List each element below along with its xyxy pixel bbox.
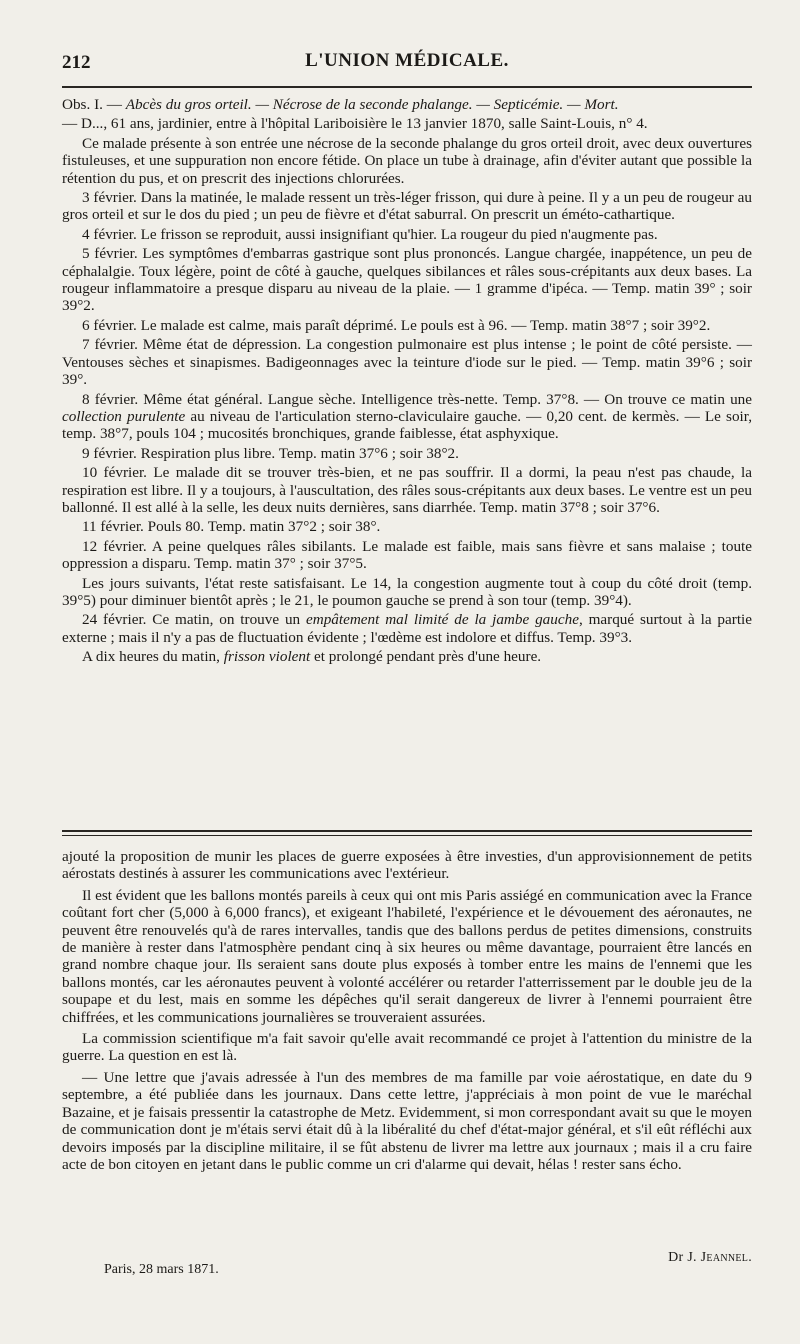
signature-name: J. Jeannel.	[687, 1250, 752, 1265]
text-run: 24 février. Ce matin, on trouve un	[82, 611, 306, 629]
observation-label: Obs. I. —	[62, 96, 122, 113]
observation-paragraph	[62, 611, 752, 646]
observation-paragraph: 3 février. Dans la matinée, le malade ressent un très-léger frisson, qui dure à peine. Il y a un peu de rougeur au gros orteil et sur le dos du pied ; un peu de fièvre et d'état saburral. On prescrit un éméto-cathartique.	[62, 189, 752, 224]
observation-paragraph	[62, 391, 752, 443]
observation-paragraph: 11 février. Pouls 80. Temp. matin 37°2 ; soir 38°.	[82, 518, 381, 536]
place-date: Paris, 28 mars 1871.	[104, 1262, 219, 1277]
italic-run: empâtement mal limité de la jambe gauche	[305, 611, 579, 629]
text-run: , marqué surtout à la partie externe ; mais il n'y a pas de fluctuation évidente ; l'œdème est indolore et diffus. Temp. 39°3.	[62, 611, 752, 646]
separator-rule	[62, 835, 752, 836]
observation-paragraph: 7 février. Même état de dépression. La congestion pulmonaire est plus intense ; le point de côté persiste. — Ventouses sèches et sinapismes. Badigeonnages avec la teinture d'iode sur le pied. — Temp. matin 39°6 ; soir 39°.	[62, 336, 752, 389]
text-run: au niveau de l'articulation sterno-claviculaire gauche. — 0,20 cent. de kermès. — Le soir, temp. 38°7, pouls 104 ; mucosités bronchiques, grande faiblesse, état asphyxique.	[62, 407, 753, 443]
header-rule	[62, 86, 752, 88]
observation-paragraph: Les jours suivants, l'état reste satisfaisant. Le 14, la congestion augmente tout à coup du côté droit (temp. 39°5) pour diminuer bientôt après ; le 21, le poumon gauche se prend à son tour (temp. 39°4).	[62, 574, 752, 609]
italic-run: collection purulente	[62, 407, 186, 425]
observation-paragraph: 4 février. Le frisson se reproduit, aussi insignifiant qu'hier. La rougeur du pied n'augmente pas.	[82, 225, 658, 243]
observation-paragraph: 10 février. Le malade dit se trouver très-bien, et ne pas souffrir. Il a dormi, la peau n'est pas chaude, la respiration est libre. Il y a toujours, à l'auscultation, des râles sous-crépitants aux deux bases. Le ventre est un peu ballonné. Il est allé à la selle, les deux nuits dernières, sans diarrhée. Temp. matin 37°8 ; soir 37°6.	[62, 464, 752, 516]
article-paragraph: — Une lettre que j'avais adressée à l'un des membres de ma famille par voie aérostatique, en date du 9 septembre, a été publiée dans les journaux. Dans cette lettre, j'appréciais à mon point de vue le maréchal Bazaine, et je faisais pressentir la catastrophe de Metz. Evidemment, si mon correspondant avait su que le moyen de communication dont je m'étais servi était dû à la libéralité du chef d'état-major général, et s'il eût réfléchi aux devoirs imposés par la discipline militaire, il se fût abstenu de livrer ma lettre aux journaux ; mais il a cru faire acte de bon citoyen en jetant dans le public comme un cri d'alarme qui devait, hélas ! rester sans écho.	[62, 1068, 752, 1173]
observation-paragraph: 6 février. Le malade est calme, mais paraît déprimé. Le pouls est à 96. — Temp. matin 38°7 ; soir 39°2.	[82, 316, 711, 334]
observation-paragraph	[62, 648, 752, 665]
page-header	[62, 48, 752, 78]
article-section	[62, 848, 752, 1177]
text-run: et prolongé pendant près d'une heure.	[310, 648, 542, 666]
observation-paragraph: 12 février. A peine quelques râles sibilants. Le malade est faible, mais sans fièvre et sans malaise ; toute oppression a disparu. Temp. matin 37° ; soir 37°5.	[62, 537, 752, 573]
page-number: 212	[62, 52, 91, 73]
observation-heading	[62, 96, 752, 113]
running-title: L'UNION MÉDICALE.	[305, 50, 509, 71]
signature-prefix: Dr	[668, 1250, 684, 1265]
observation-paragraph: 5 février. Les symptômes d'embarras gastrique sont plus prononcés. Langue chargée, inappétence, un peu de céphalalgie. Toux légère, point de côté à gauche, quelques sibilances et râles sous-crépitants aux deux bases. La rougeur inflammatoire a presque disparu au niveau de la plaie. — 1 gramme d'ipéca. — Temp. matin 39° ; soir 39°2.	[62, 245, 752, 315]
text-run: A dix heures du matin,	[82, 648, 224, 666]
observation-section	[62, 96, 752, 668]
article-paragraph: La commission scientifique m'a fait savoir qu'elle avait recommandé ce projet à l'attention du ministre de la guerre. La question en est là.	[62, 1030, 752, 1065]
section-separator	[62, 830, 752, 836]
text-run: 8 février. Même état général. Langue sèche. Intelligence très-nette. Temp. 37°8. — On trouve ce matin une	[82, 390, 752, 408]
signature	[668, 1250, 752, 1266]
observation-paragraph: 9 février. Respiration plus libre. Temp. matin 37°6 ; soir 38°2.	[82, 444, 459, 462]
italic-run: frisson violent	[223, 648, 311, 666]
observation-title: Abcès du gros orteil. — Nécrose de la seconde phalange. — Septicémie. — Mort.	[125, 96, 619, 113]
article-paragraph: ajouté la proposition de munir les places de guerre exposées à être investies, d'un approvisionnement de petits aérostats destinés à assurer les communications avec l'extérieur.	[62, 848, 752, 883]
observation-paragraph: Ce malade présente à son entrée une nécrose de la seconde phalange du gros orteil droit, avec deux ouvertures fistuleuses, et une suppuration non encore fétide. On place un tube à drainage, afin d'éviter autant que possible la rétention du pus, et on prescrit des injections chlorurées.	[62, 134, 752, 187]
separator-rule	[62, 830, 752, 832]
article-paragraph: Il est évident que les ballons montés pareils à ceux qui ont mis Paris assiégé en communication avec la France coûtant fort cher (5,000 à 6,000 francs), et exigeant l'habileté, l'expérience et le dévouement des aéronautes, ne peuvent être renouvelés qu'à de rares intervalles, tandis que des ballons perdus de petites dimensions, construits de manière à rester dans l'atmosphère pendant cinq à six heures ou même davantage, pourraient être lancés en grand nombre chaque jour. Ils seraient sans doute plus exposés à tomber entre les mains de l'ennemi que les ballons montés, car les aéronautes peuvent à volonté accélérer ou retarder l'atterrissement par le double jeu de la soupape et du lest, mais en somme les dépêches qu'il serait dangereux de livrer à l'ennemi pourraient être chiffrées, et les communications journalières se trouveraient assurées.	[62, 886, 752, 1026]
observation-paragraph: — D..., 61 ans, jardinier, entre à l'hôpital Lariboisière le 13 janvier 1870, salle Saint-Louis, n° 4.	[62, 115, 648, 133]
